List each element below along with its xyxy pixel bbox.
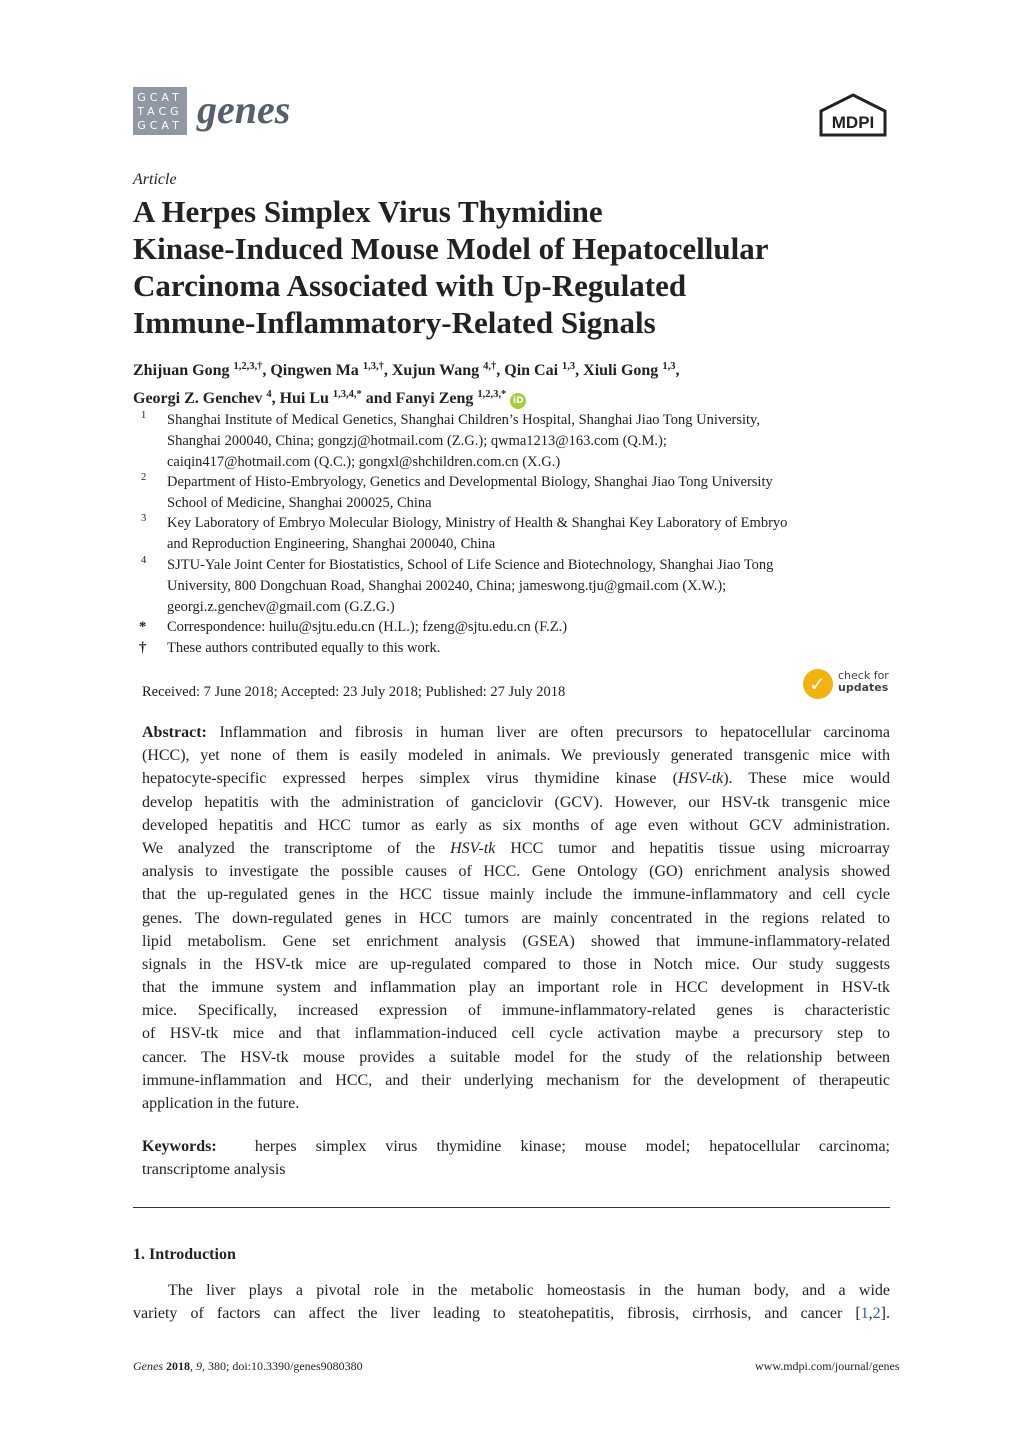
- publication-dates: Received: 7 June 2018; Accepted: 23 July 2018; Published: 27 July 2018: [142, 684, 566, 700]
- author-separator: ,: [496, 362, 505, 379]
- affiliation-mark: 1: [141, 410, 147, 421]
- keywords: [142, 1135, 890, 1181]
- check-updates-line1: check for: [838, 669, 889, 682]
- author-line: [133, 355, 893, 383]
- abstract-line: We analyzed the transcriptome of the HSV-tk HCC tumor and hepatitis tissue using microarray: [142, 839, 890, 857]
- abstract-line: of HSV-tk mice and that inflammation-induced cell cycle activation maybe a precursory step to: [142, 1025, 890, 1043]
- author-affiliation: 4: [266, 389, 272, 400]
- affiliation-line: University, 800 Dongchuan Road, Shanghai 200240, China; jameswong.tju@gmail.com (X.W.);: [167, 577, 727, 594]
- intro-line: variety of factors can affect the liver leading to steatohepatitis, fibrosis, cirrhosis, and cancer [: [133, 1305, 861, 1323]
- author-name[interactable]: Qin Cai: [504, 362, 559, 379]
- citation-link[interactable]: 2: [872, 1305, 881, 1323]
- author-list: [133, 355, 893, 411]
- footer-journal: Genes: [133, 1359, 163, 1373]
- author-affiliation: 4,†: [483, 361, 497, 372]
- citation-footer: Genes 2018, 9, 380; doi:10.3390/genes9080380: [133, 1359, 363, 1373]
- affiliation-line: Key Laboratory of Embryo Molecular Biology, Ministry of Health & Shanghai Key Laboratory of Embryo: [167, 515, 788, 531]
- author-affiliation: 1,3: [662, 361, 676, 372]
- check-badge-icon: ✓: [803, 669, 833, 699]
- affiliation-line: Shanghai Institute of Medical Genetics, Shanghai Children’s Hospital, Shanghai Jiao Tong University,: [167, 412, 760, 428]
- check-updates-line2: updates: [838, 681, 889, 694]
- abstract-line: analysis to investigate the possible causes of HCC. Gene Ontology (GO) enrichment analysis showed: [142, 863, 890, 881]
- author-affiliation: 1,3,†: [362, 361, 384, 372]
- title-line: Carcinoma Associated with Up-Regulated: [133, 268, 687, 303]
- journal-url-link[interactable]: www.mdpi.com/journal/genes: [755, 1359, 900, 1373]
- footer-year: 2018: [166, 1359, 190, 1373]
- note-line: These authors contributed equally to this work.: [167, 640, 441, 656]
- footer-volume: 9: [196, 1359, 202, 1373]
- article-title: [133, 193, 893, 341]
- affiliation-mark: †: [139, 640, 147, 656]
- author-name[interactable]: Hui Lu: [279, 390, 329, 407]
- author-affiliation: 1,3: [562, 361, 576, 372]
- abstract-line: hepatocyte-specific expressed herpes simplex virus thymidine kinase (HSV-tk). These mice would: [142, 770, 890, 788]
- affiliation-mark: 2: [141, 472, 147, 483]
- footer-doi: , 380; doi:10.3390/genes9080380: [202, 1359, 363, 1373]
- abstract-line: lipid metabolism. Gene set enrichment analysis (GSEA) showed that immune-inflammatory-related: [142, 932, 890, 950]
- affiliation: [133, 555, 893, 618]
- orcid-icon[interactable]: iD: [510, 393, 526, 409]
- author-separator: and: [361, 390, 396, 407]
- affiliation-line: caiqin417@hotmail.com (Q.C.); gongxl@shchildren.com.cn (X.G.): [167, 453, 561, 470]
- abstract-line: develop hepatitis with the administration of ganciclovir (GCV). However, our HSV-tk transgenic mice: [142, 793, 890, 811]
- abstract-line: application in the future.: [142, 1095, 300, 1112]
- abstract-line: signals in the HSV-tk mice are up-regulated compared to those in Notch mice. Our study suggests: [142, 955, 890, 973]
- author-line: [133, 383, 893, 411]
- affiliation-mark: 4: [141, 555, 147, 566]
- keywords-line: herpes simplex virus thymidine kinase; mouse model; hepatocellular carcinoma;: [254, 1138, 891, 1155]
- journal-name: genes: [197, 87, 291, 132]
- correspondence: [133, 617, 893, 638]
- affiliation: [133, 410, 893, 473]
- author-separator: ,: [575, 362, 584, 379]
- affiliation-line: SJTU-Yale Joint Center for Biostatistics, School of Life Science and Biotechnology, Shanghai Jiao Tong: [167, 557, 774, 573]
- author-name[interactable]: Zhijuan Gong: [133, 362, 230, 379]
- section-divider: [133, 1207, 890, 1208]
- author-separator: ,: [675, 362, 680, 379]
- author-name[interactable]: Qingwen Ma: [270, 362, 359, 379]
- affiliation: [133, 513, 893, 555]
- abstract-line: (HCC), yet none of them is easily modeled in animals. We previously generated transgenic mice with: [142, 747, 890, 765]
- citation-separator: ,: [868, 1305, 873, 1323]
- article-type: Article: [133, 171, 177, 188]
- correspondence-line: Correspondence: huilu@sjtu.edu.cn (H.L.); fzeng@sjtu.edu.cn (F.Z.): [167, 619, 568, 635]
- abstract-line: genes. The down-regulated genes in HCC tumors are mainly concentrated in the regions related to: [142, 909, 890, 927]
- author-affiliation: 1,3,4,*: [332, 389, 362, 400]
- keywords-label: Keywords:: [142, 1138, 217, 1155]
- affiliation-line: School of Medicine, Shanghai 200025, China: [167, 494, 432, 511]
- title-line: A Herpes Simplex Virus Thymidine: [133, 194, 603, 229]
- logo-row: GCAT: [137, 91, 183, 104]
- author-separator: ,: [383, 362, 392, 379]
- abstract-label: Abstract:: [142, 724, 207, 741]
- author-separator: ,: [262, 362, 271, 379]
- citation-link[interactable]: 1: [860, 1305, 869, 1323]
- author-affiliation: 1,2,3,†: [233, 361, 263, 372]
- journal-logo: [133, 87, 187, 135]
- author-name[interactable]: Georgi Z. Genchev: [133, 390, 263, 407]
- author-affiliation: 1,2,3,*: [477, 389, 507, 400]
- check-for-updates-button[interactable]: [803, 669, 893, 701]
- affiliation-mark: 3: [141, 513, 147, 524]
- affiliation-line: and Reproduction Engineering, Shanghai 200040, China: [167, 535, 496, 552]
- section-heading: 1. Introduction: [133, 1246, 236, 1263]
- affiliation-line: Department of Histo-Embryology, Genetics and Developmental Biology, Shanghai Jiao Tong University: [167, 474, 773, 490]
- title-line: Kinase-Induced Mouse Model of Hepatocellular: [133, 231, 769, 266]
- affiliation-mark: *: [139, 619, 147, 635]
- equal-contribution-note: [133, 638, 893, 659]
- abstract-line: that the up-regulated genes in the HCC tissue mainly include the immune-inflammatory and cell cycle: [142, 886, 890, 904]
- title-line: Immune-Inflammatory-Related Signals: [133, 305, 656, 340]
- logo-row: GCAT: [137, 119, 183, 132]
- affiliation: [133, 472, 893, 514]
- keywords-line: transcriptome analysis: [142, 1161, 286, 1179]
- abstract-line: cancer. The HSV-tk mouse provides a suitable model for the study of the relationship between: [142, 1048, 890, 1066]
- author-name[interactable]: Xiuli Gong: [583, 362, 659, 379]
- mdpi-logo: [818, 93, 888, 139]
- author-name[interactable]: Xujun Wang: [391, 362, 480, 379]
- introduction-paragraph: [133, 1279, 890, 1325]
- abstract-line: that the immune system and inflammation play an important role in HCC development in HSV-tk: [142, 979, 890, 997]
- citation-close: ].: [880, 1305, 890, 1323]
- abstract-line: immune-inflammation and HCC, and their underlying mechanism for the development of therapeutic: [142, 1071, 890, 1089]
- author-separator: ,: [271, 390, 280, 407]
- intro-line: The liver plays a pivotal role in the metabolic homeostasis in the human body, and a wide: [168, 1282, 890, 1299]
- abstract-line: mice. Specifically, increased expression of immune-inflammatory-related genes is characteristic: [142, 1002, 890, 1020]
- author-name[interactable]: Fanyi Zeng: [395, 390, 474, 407]
- abstract-line: developed hepatitis and HCC tumor as early as six months of age even without GCV administration.: [142, 816, 890, 834]
- abstract-line: Inflammation and fibrosis in human liver are often precursors to hepatocellular carcinoma: [219, 724, 890, 741]
- affiliation-line: Shanghai 200040, China; gongzj@hotmail.com (Z.G.); qwma1213@163.com (Q.M.);: [167, 432, 667, 449]
- logo-row: TACG: [137, 105, 183, 118]
- publisher-name: MDPI: [831, 113, 875, 132]
- affiliation-line: georgi.z.genchev@gmail.com (G.Z.G.): [167, 598, 395, 615]
- abstract: [142, 721, 890, 1115]
